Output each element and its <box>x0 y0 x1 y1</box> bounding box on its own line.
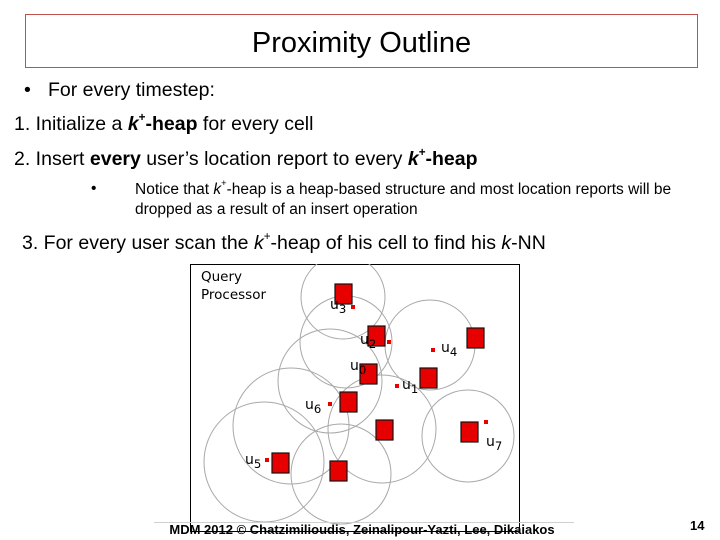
qp-line1: Query <box>201 269 243 285</box>
sub-k: k <box>213 181 222 198</box>
user-dot-u5 <box>265 458 269 462</box>
bullet-text: For every timestep: <box>48 79 215 101</box>
sub-pre: Notice that <box>135 181 214 198</box>
page-number: 14 <box>690 518 705 533</box>
user-dot-u0 <box>367 365 371 369</box>
query-processor-label <box>201 268 266 304</box>
user-label-u7: $u_7$ <box>486 434 503 453</box>
user-label-u5: $u_5$ <box>245 452 262 471</box>
bullet-symbol: • <box>24 79 31 101</box>
step3-k: k <box>253 232 264 254</box>
bullet-timestep <box>24 79 215 102</box>
cell-u6-right <box>340 392 357 412</box>
sub-bullet-symbol: • <box>91 180 97 197</box>
footer-text: MDM 2012 © Chatzimilioudis, Zeinalipour-Yazti, Lee, Dikaiakos <box>169 522 555 537</box>
cell-bottom <box>330 461 347 481</box>
step2-mid: user’s location report to every <box>140 148 408 170</box>
title-box <box>25 14 698 68</box>
user-dot-u4 <box>431 348 435 352</box>
user-dot-u3 <box>351 305 355 309</box>
user-label-u3: $u_3$ <box>330 297 347 316</box>
qp-line2: Processor <box>201 287 267 303</box>
diagram-canvas <box>190 264 520 532</box>
sub-sup: + <box>221 178 227 189</box>
step1-sup: + <box>138 110 146 124</box>
user-label-u1: $u_1$ <box>402 377 419 396</box>
cell-center <box>376 420 393 440</box>
user-dot-u1 <box>395 384 399 388</box>
cell-u7 <box>461 422 478 442</box>
user-label-u2: $u_2$ <box>360 332 377 351</box>
step3-post: -NN <box>511 232 546 254</box>
step1-pre: 1. Initialize a <box>14 113 128 135</box>
user-label-u0: $u_0$ <box>350 358 367 377</box>
query-processor-diagram <box>190 264 520 532</box>
sub-bullet-text <box>135 180 675 220</box>
step2-k: k <box>407 148 419 170</box>
user-dot-u7 <box>484 420 488 424</box>
step1-k: k <box>127 113 139 135</box>
step3-k2: k <box>501 232 512 254</box>
cell-u1 <box>420 368 437 388</box>
user-label-u6: $u_6$ <box>305 397 322 416</box>
step-3 <box>22 229 546 255</box>
user-dot-u2 <box>387 340 391 344</box>
step3-pre: 3. For every user scan the <box>22 232 254 254</box>
cell-u5 <box>272 453 289 473</box>
step2-every: every <box>89 148 141 170</box>
footer <box>0 518 720 540</box>
step3-sup: + <box>263 229 271 243</box>
user-dot-u6 <box>328 402 332 406</box>
step1-post: for every cell <box>197 113 314 135</box>
step2-heap: -heap <box>425 148 478 170</box>
step2-pre: 2. Insert <box>14 148 90 170</box>
user-label-u4: $u_4$ <box>441 340 458 359</box>
step-1 <box>14 110 314 136</box>
step-2 <box>14 145 478 171</box>
slide-title: Proximity Outline <box>251 26 472 59</box>
step2-sup: + <box>418 145 426 159</box>
step3-mid: -heap of his cell to find his <box>270 232 502 254</box>
step1-heap: -heap <box>145 113 198 135</box>
cell-u4 <box>467 328 484 348</box>
sub-post: -heap is a heap-based structure and most location reports will be dropped as a result of an insert operation <box>135 181 672 218</box>
